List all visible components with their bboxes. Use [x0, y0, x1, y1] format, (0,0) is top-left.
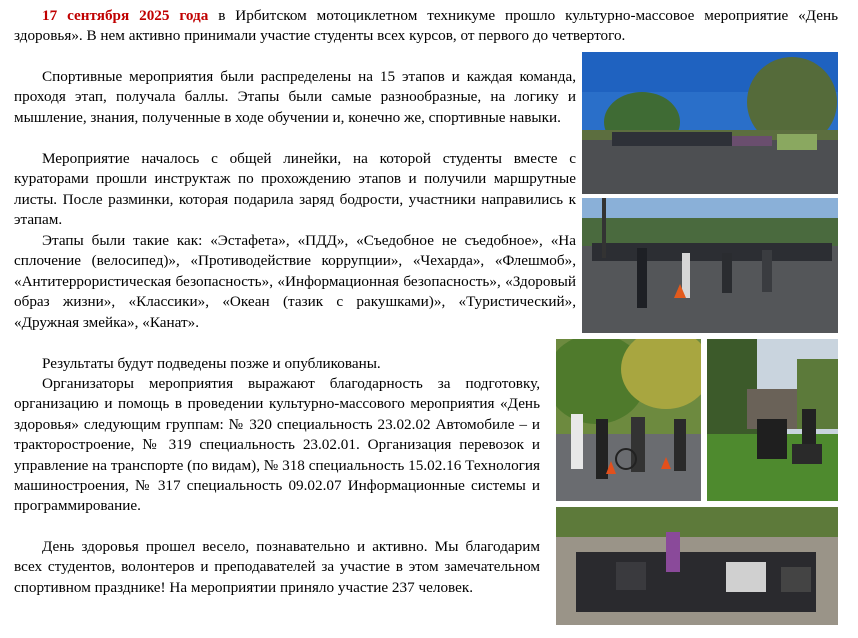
photo-leapfrog-stage	[707, 339, 838, 501]
closing-paragraph: День здоровья прошел весело, познавательно и активно. Мы благодарим всех студентов, волонтеров и преподавателей за участие в этом замечательном спортивном празднике! На мероприятии приняло участие 237 человек.	[14, 538, 540, 596]
photo-lineup	[582, 52, 838, 194]
results-paragraph: Результаты будут подведены позже и опубликованы.	[42, 355, 381, 372]
intro-text: в Ирбитском мотоциклетном техникуме прошло культурно-массовое мероприятие «День здоровья». В нем активно принимали участие студенты всех курсов, от первого до четвертого.	[14, 7, 838, 45]
opening-paragraph: Мероприятие началось с общей линейки, на которой студенты вместе с кураторами прошли инструктаж по прохождению этапов и получили маршрутные листы. После разминки, которая подарила заряд бодрости, участники направились к этапам.	[14, 150, 576, 229]
thanks-paragraph: Организаторы мероприятия выражают благодарность за подготовку, организацию и помощь в проведении культурно-массового мероприятия «День здоровья» следующим группам: № 320 специальность 23.02.02 Автомобиле – и тракторостроение, № 319 специальность 23.02.01. Организация перевозок и управление на транспорте (по видам), № 318 специальность 15.02.16 Технология машиностроения, № 317 специальность 09.02.07 Информационные системы и программирование.	[14, 375, 540, 515]
photo-rope-stage	[556, 507, 838, 625]
stages-paragraph: Спортивные мероприятия были распределены на 15 этапов и каждая команда, проходя этап, получала баллы. Этапы были самые разнообразные, на логику и мышление, знания, полученные в ходе обучении и, конечно же, спортивные навыки.	[14, 68, 576, 126]
photo-bicycle-stage	[556, 339, 701, 501]
stages-list-paragraph: Этапы были такие как: «Эстафета», «ПДД», «Съедобное не съедобное», «На сплочение (велосипед)», «Противодействие коррупции», «Чехарда», «Флешмоб», «Антитеррористическая безопасность», «Информационная безопасность», «Здоровый образ жизни», «Классики», «Океан (тазик с ракушками)», «Туристический», «Дружная змейка», «Канат».	[14, 232, 576, 331]
event-date: 17 сентября 2025 года	[42, 7, 209, 24]
intro-paragraph	[14, 6, 838, 47]
photo-warmup	[582, 198, 838, 333]
